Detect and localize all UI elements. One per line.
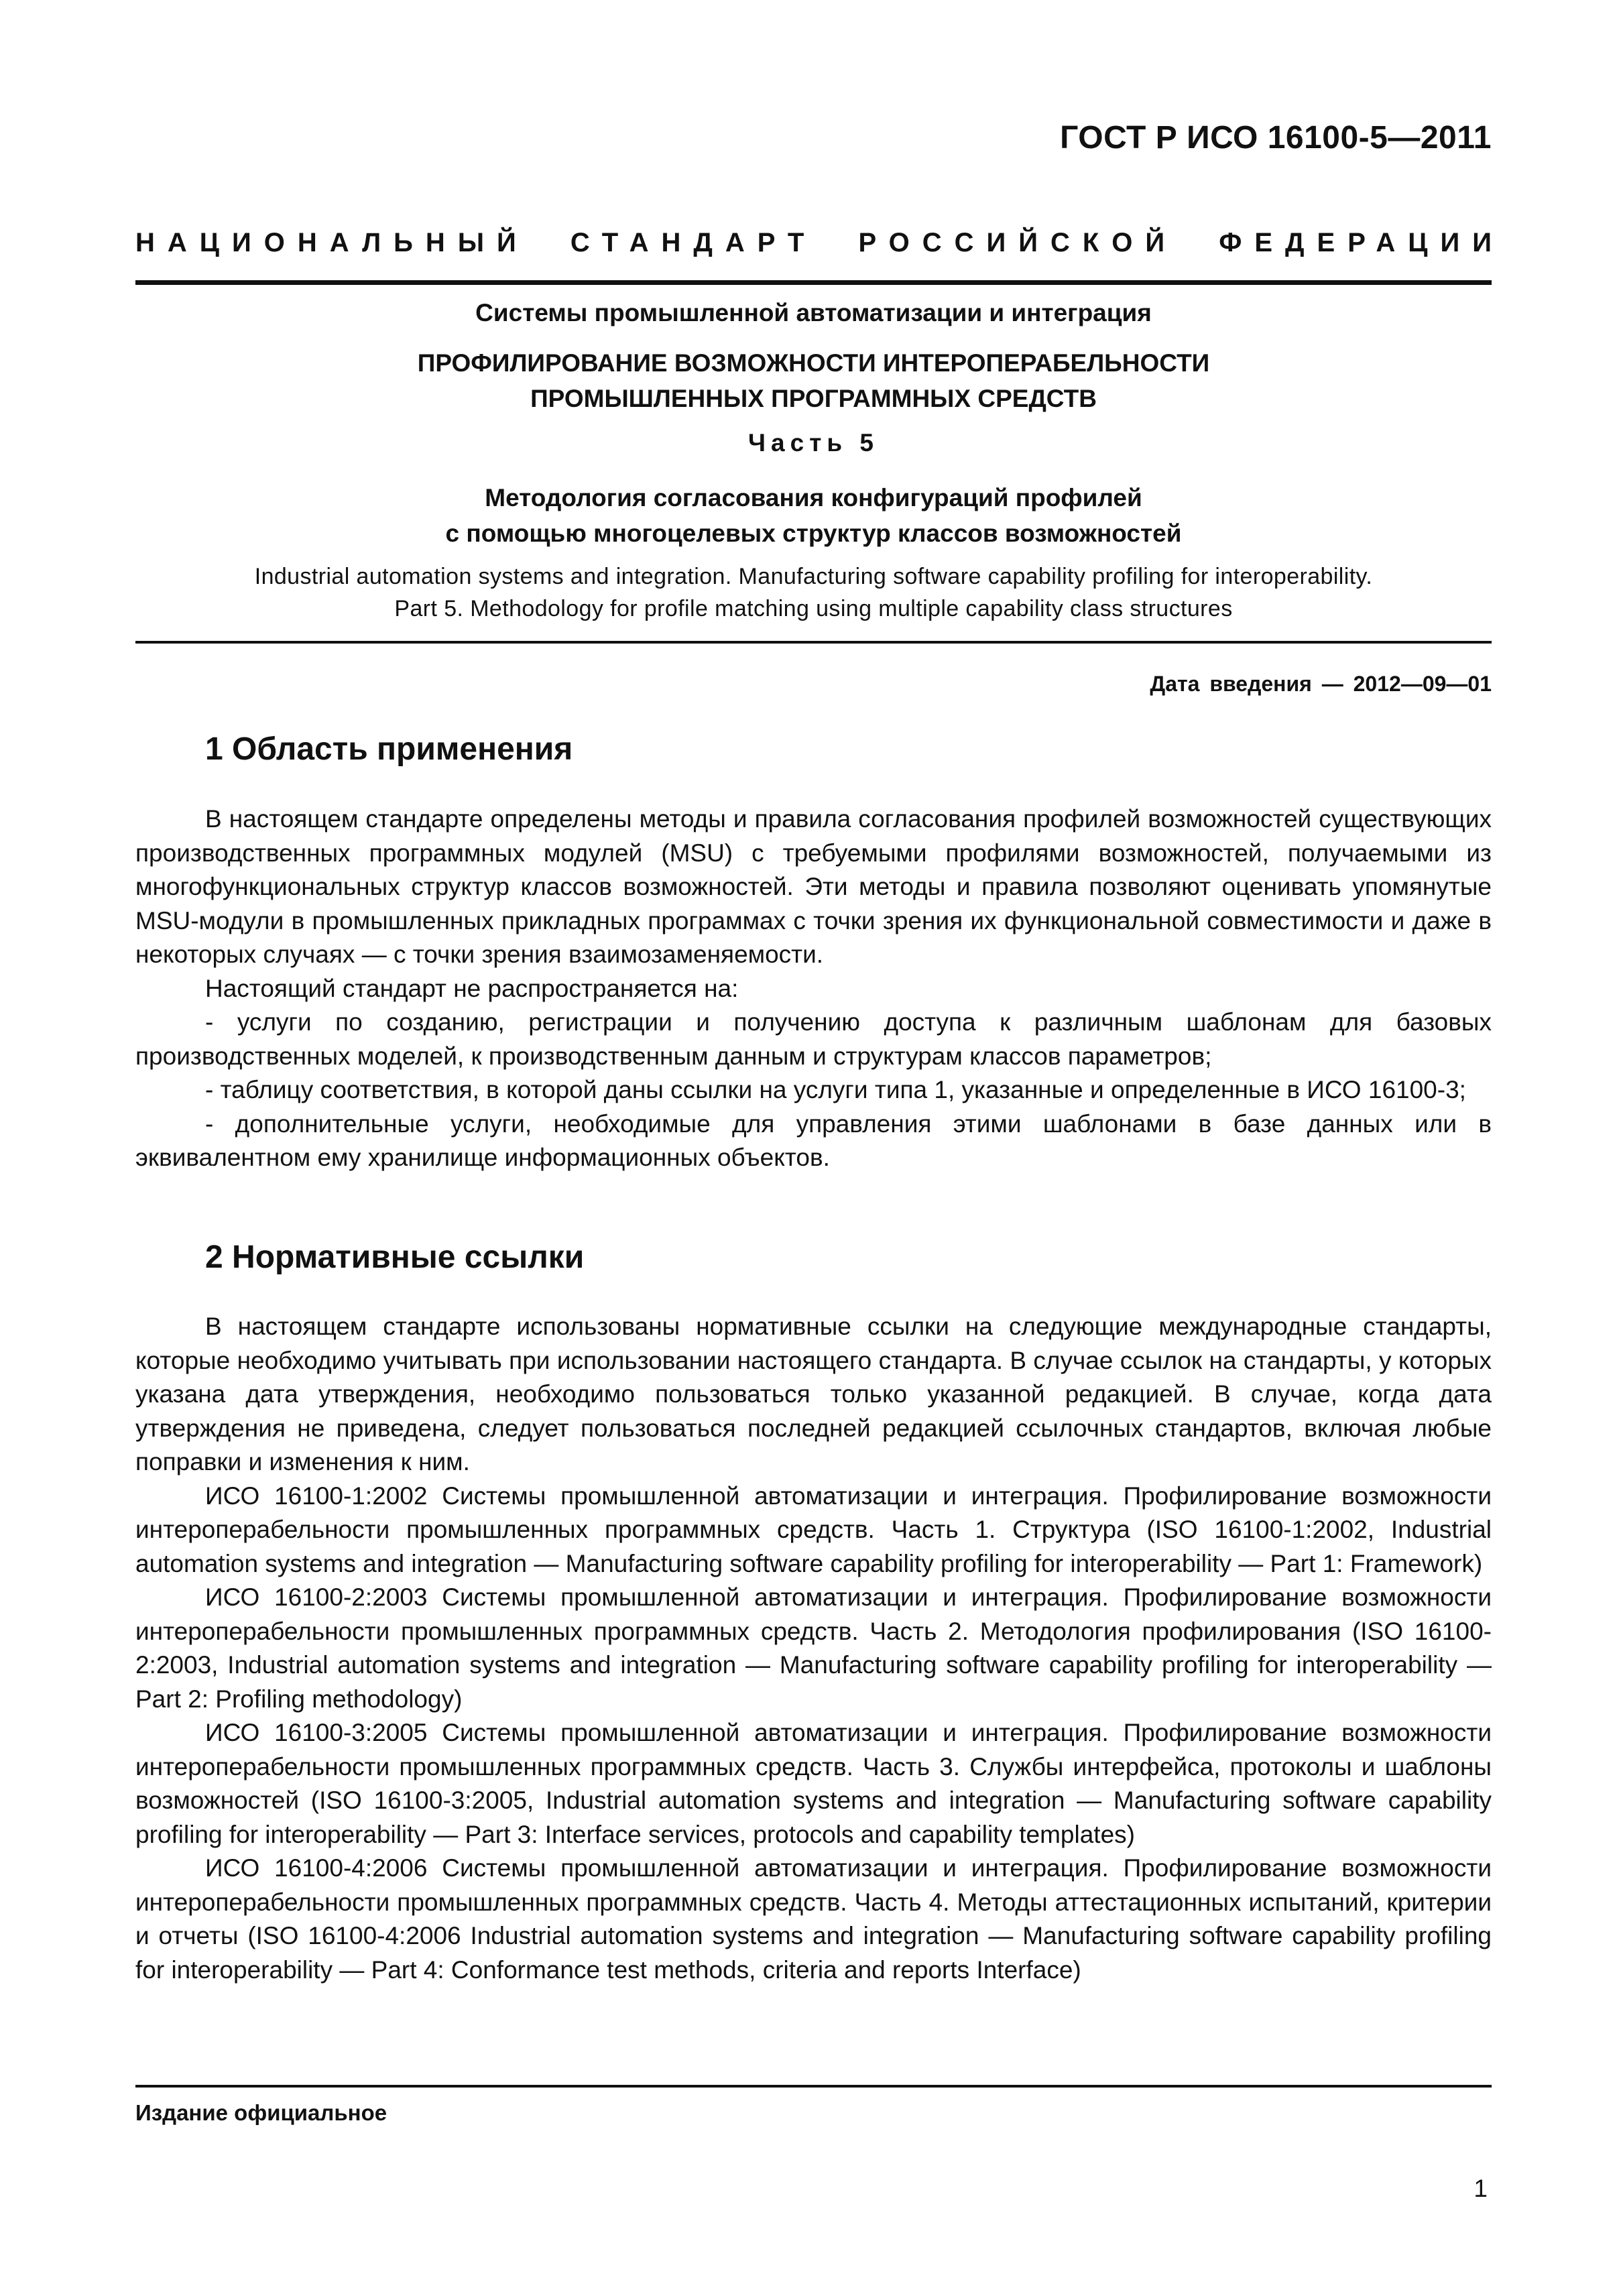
document-code: ГОСТ Р ИСО 16100-5—2011 <box>1060 120 1492 156</box>
national-standard-banner <box>135 228 1504 258</box>
reference-entry: ИСО 16100-4:2006 Системы промышленной автоматизации и интеграция. Профилирование возможности интероперабельности промышленных программных средств. Часть 4. Методы аттестационных испытаний, критерии и отчеты (ISO 16100-4:2006 Industrial automation systems and integration — Manufacturing software capability profiling for interoperability — Part 4: Conformance test methods, criteria and reports Interface) <box>135 1854 1492 1984</box>
part-title-line: с помощью многоцелевых структур классов возможностей <box>445 520 1182 547</box>
banner-word: ФЕДЕРАЦИИ <box>1219 228 1504 257</box>
section-2-body <box>135 1310 1492 1987</box>
paragraph: Настоящий стандарт не распространяется на: <box>205 974 739 1002</box>
part-title-line: Методология согласования конфигураций профилей <box>485 484 1142 511</box>
paragraph: В настоящем стандарте использованы нормативные ссылки на следующие международные стандарты, которые необходимо учитывать при использовании настоящего стандарта. В случае ссылок на стандарты, у которых указана дата утверждения, необходимо пользоваться только указанной редакцией. В случае, когда дата утверждения не приведена, следует пользоваться последней редакцией ссылочных стандартов, включая любые поправки и изменения к ним. <box>135 1313 1492 1475</box>
main-title <box>135 345 1492 416</box>
main-title-line: ПРОМЫШЛЕННЫХ ПРОГРАММНЫХ СРЕДСТВ <box>530 385 1097 412</box>
main-title-line: ПРОФИЛИРОВАНИЕ ВОЗМОЖНОСТИ ИНТЕРОПЕРАБЕЛЬНОСТИ <box>417 349 1210 377</box>
part-label: Часть 5 <box>748 429 879 457</box>
banner-word: СТАНДАРТ <box>570 228 817 257</box>
page-number: 1 <box>1474 2175 1488 2202</box>
title-divider <box>135 641 1492 644</box>
edition-label: Издание официальное <box>135 2100 387 2125</box>
banner-word: РОССИЙСКОЙ <box>858 228 1178 257</box>
english-title-line: Part 5. Methodology for profile matching using multiple capability class structures <box>394 596 1233 621</box>
section-2-heading: 2 Нормативные ссылки <box>205 1240 585 1275</box>
banner-word: НАЦИОНАЛЬНЫЙ <box>135 228 529 257</box>
part-title <box>135 480 1492 551</box>
reference-entry: ИСО 16100-2:2003 Системы промышленной автоматизации и интеграция. Профилирование возможности интероперабельности промышленных программных средств. Часть 2. Методология профилирования (ISO 16100-2:2003, Industrial automation systems and integration — Manufacturing software capability profiling for interoperability — Part 2: Profiling methodology) <box>135 1583 1492 1713</box>
series-title: Системы промышленной автоматизации и интеграция <box>475 299 1152 326</box>
english-title <box>135 560 1492 625</box>
paragraph: В настоящем стандарте определены методы и правила согласования профилей возможностей существующих производственных программных модулей (MSU) с требуемыми профилями возможностей, получаемыми из многофункциональных структур классов возможностей. Эти методы и правила позволяют оценивать упомянутые MSU-модули в промышленных прикладных программах с точки зрения их функциональной совместимости и даже в некоторых случаях — с точки зрения взаимозаменяемости. <box>135 805 1492 968</box>
top-divider <box>135 280 1492 285</box>
reference-entry: ИСО 16100-3:2005 Системы промышленной автоматизации и интеграция. Профилирование возможности интероперабельности промышленных программных средств. Часть 3. Службы интерфейса, протоколы и шаблоны возможностей (ISO 16100-3:2005, Industrial automation systems and integration — Manufacturing software capability profiling for interoperability — Part 3: Interface services, protocols and capability templates) <box>135 1719 1492 1848</box>
list-item: - таблицу соответствия, в которой даны ссылки на услуги типа 1, указанные и определенные в ИСО 16100-3; <box>205 1076 1466 1103</box>
list-item: - услуги по созданию, регистрации и получению доступа к различным шаблонам для базовых производственных моделей, к производственным данным и структурам классов параметров; <box>135 1008 1492 1070</box>
section-1-heading: 1 Область применения <box>205 731 573 767</box>
english-title-line: Industrial automation systems and integration. Manufacturing software capability profiling for interoperability. <box>254 564 1373 589</box>
footer-divider <box>135 2085 1492 2088</box>
introduction-date: Дата введения — 2012—09—01 <box>1150 672 1492 696</box>
reference-entry: ИСО 16100-1:2002 Системы промышленной автоматизации и интеграция. Профилирование возможности интероперабельности промышленных программных средств. Часть 1. Структура (ISO 16100-1:2002, Industrial automation systems and integration — Manufacturing software capability profiling for interoperability — Part 1: Framework) <box>135 1482 1492 1577</box>
section-1-body <box>135 802 1492 1175</box>
list-item: - дополнительные услуги, необходимые для управления этими шаблонами в базе данных или в эквивалентном ему хранилище информационных объектов. <box>135 1109 1492 1171</box>
